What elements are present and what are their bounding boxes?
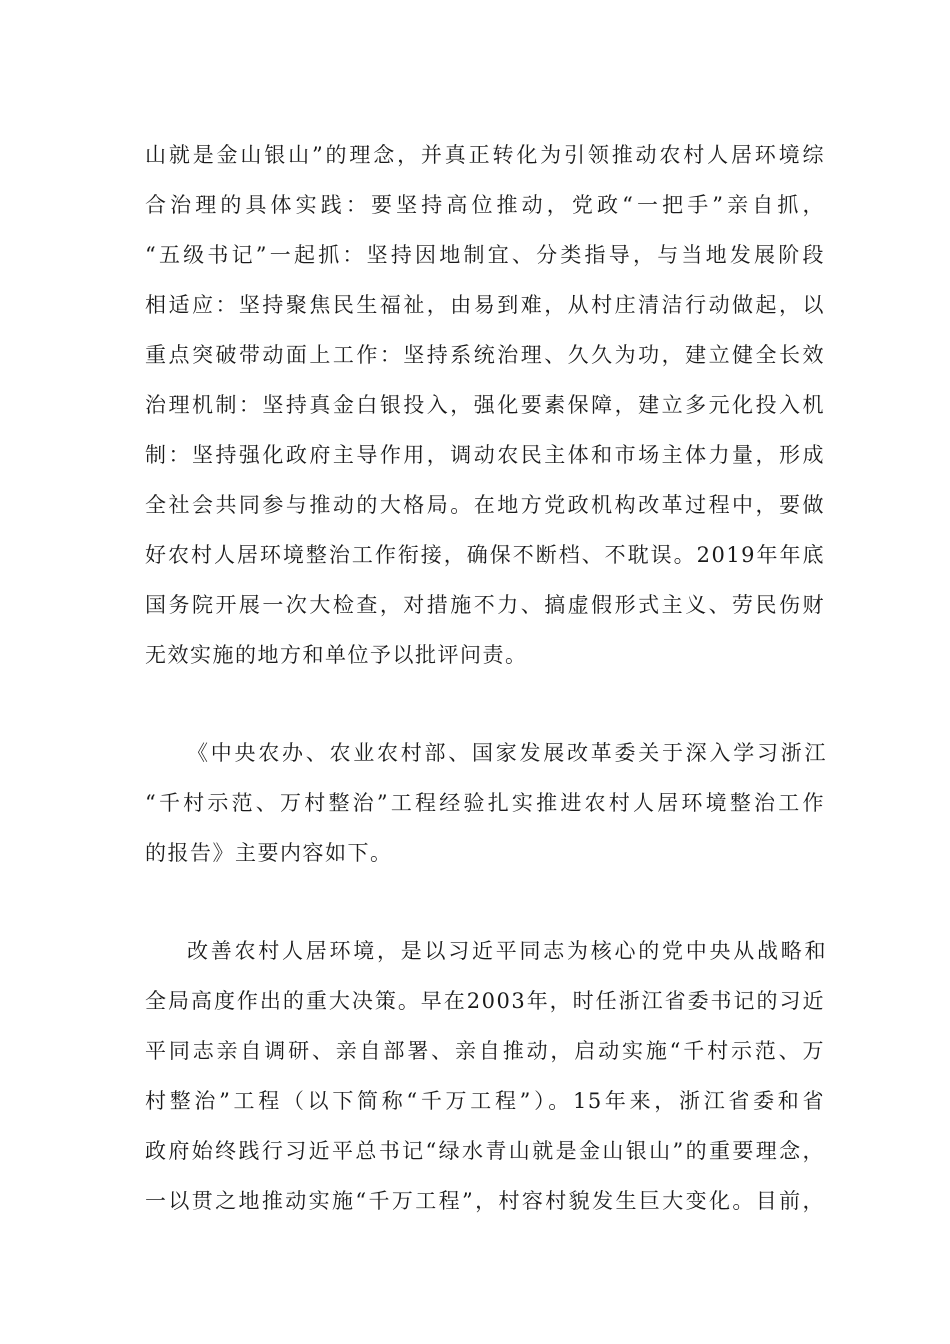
text-line: 全社会共同参与推动的大格局。在地方党政机构改革过程中，要做 xyxy=(145,493,825,517)
text-line: 村整治”工程（以下简称“千万工程”）。15年来，浙江省委和省 xyxy=(145,1089,825,1113)
text-line: 合治理的具体实践：要坚持高位推动，党政“一把手”亲自抓， xyxy=(145,193,825,217)
text-line: 《中央农办、农业农村部、国家发展改革委关于深入学习浙江 xyxy=(187,741,827,765)
text-line: 的报告》主要内容如下。 xyxy=(145,841,393,865)
text-line: 全局高度作出的重大决策。早在2003年，时任浙江省委书记的习近 xyxy=(145,989,825,1013)
text-line: 山就是金山银山”的理念，并真正转化为引领推动农村人居环境综 xyxy=(145,143,825,167)
text-line: 治理机制：坚持真金白银投入，强化要素保障，建立多元化投入机 xyxy=(145,393,825,417)
text-line: 相适应：坚持聚焦民生福祉，由易到难，从村庄清洁行动做起，以 xyxy=(145,293,825,317)
text-line: “千村示范、万村整治”工程经验扎实推进农村人居环境整治工作 xyxy=(145,791,825,815)
text-line: “五级书记”一起抓：坚持因地制宜、分类指导，与当地发展阶段 xyxy=(145,243,825,267)
text-line: 无效实施的地方和单位予以批评问责。 xyxy=(145,643,528,667)
text-line: 改善农村人居环境，是以习近平同志为核心的党中央从战略和 xyxy=(187,939,827,963)
text-line: 制：坚持强化政府主导作用，调动农民主体和市场主体力量，形成 xyxy=(145,443,825,467)
text-line: 一以贯之地推动实施“千万工程”，村容村貌发生巨大变化。目前， xyxy=(145,1189,825,1213)
text-line: 政府始终践行习近平总书记“绿水青山就是金山银山”的重要理念， xyxy=(145,1139,825,1163)
text-line: 重点突破带动面上工作：坚持系统治理、久久为功，建立健全长效 xyxy=(145,343,825,367)
text-line: 国务院开展一次大检查，对措施不力、搞虚假形式主义、劳民伤财 xyxy=(145,593,825,617)
text-line: 好农村人居环境整治工作衔接，确保不断档、不耽误。2019年年底 xyxy=(145,543,825,567)
text-line: 平同志亲自调研、亲自部署、亲自推动，启动实施“千村示范、万 xyxy=(145,1039,825,1063)
